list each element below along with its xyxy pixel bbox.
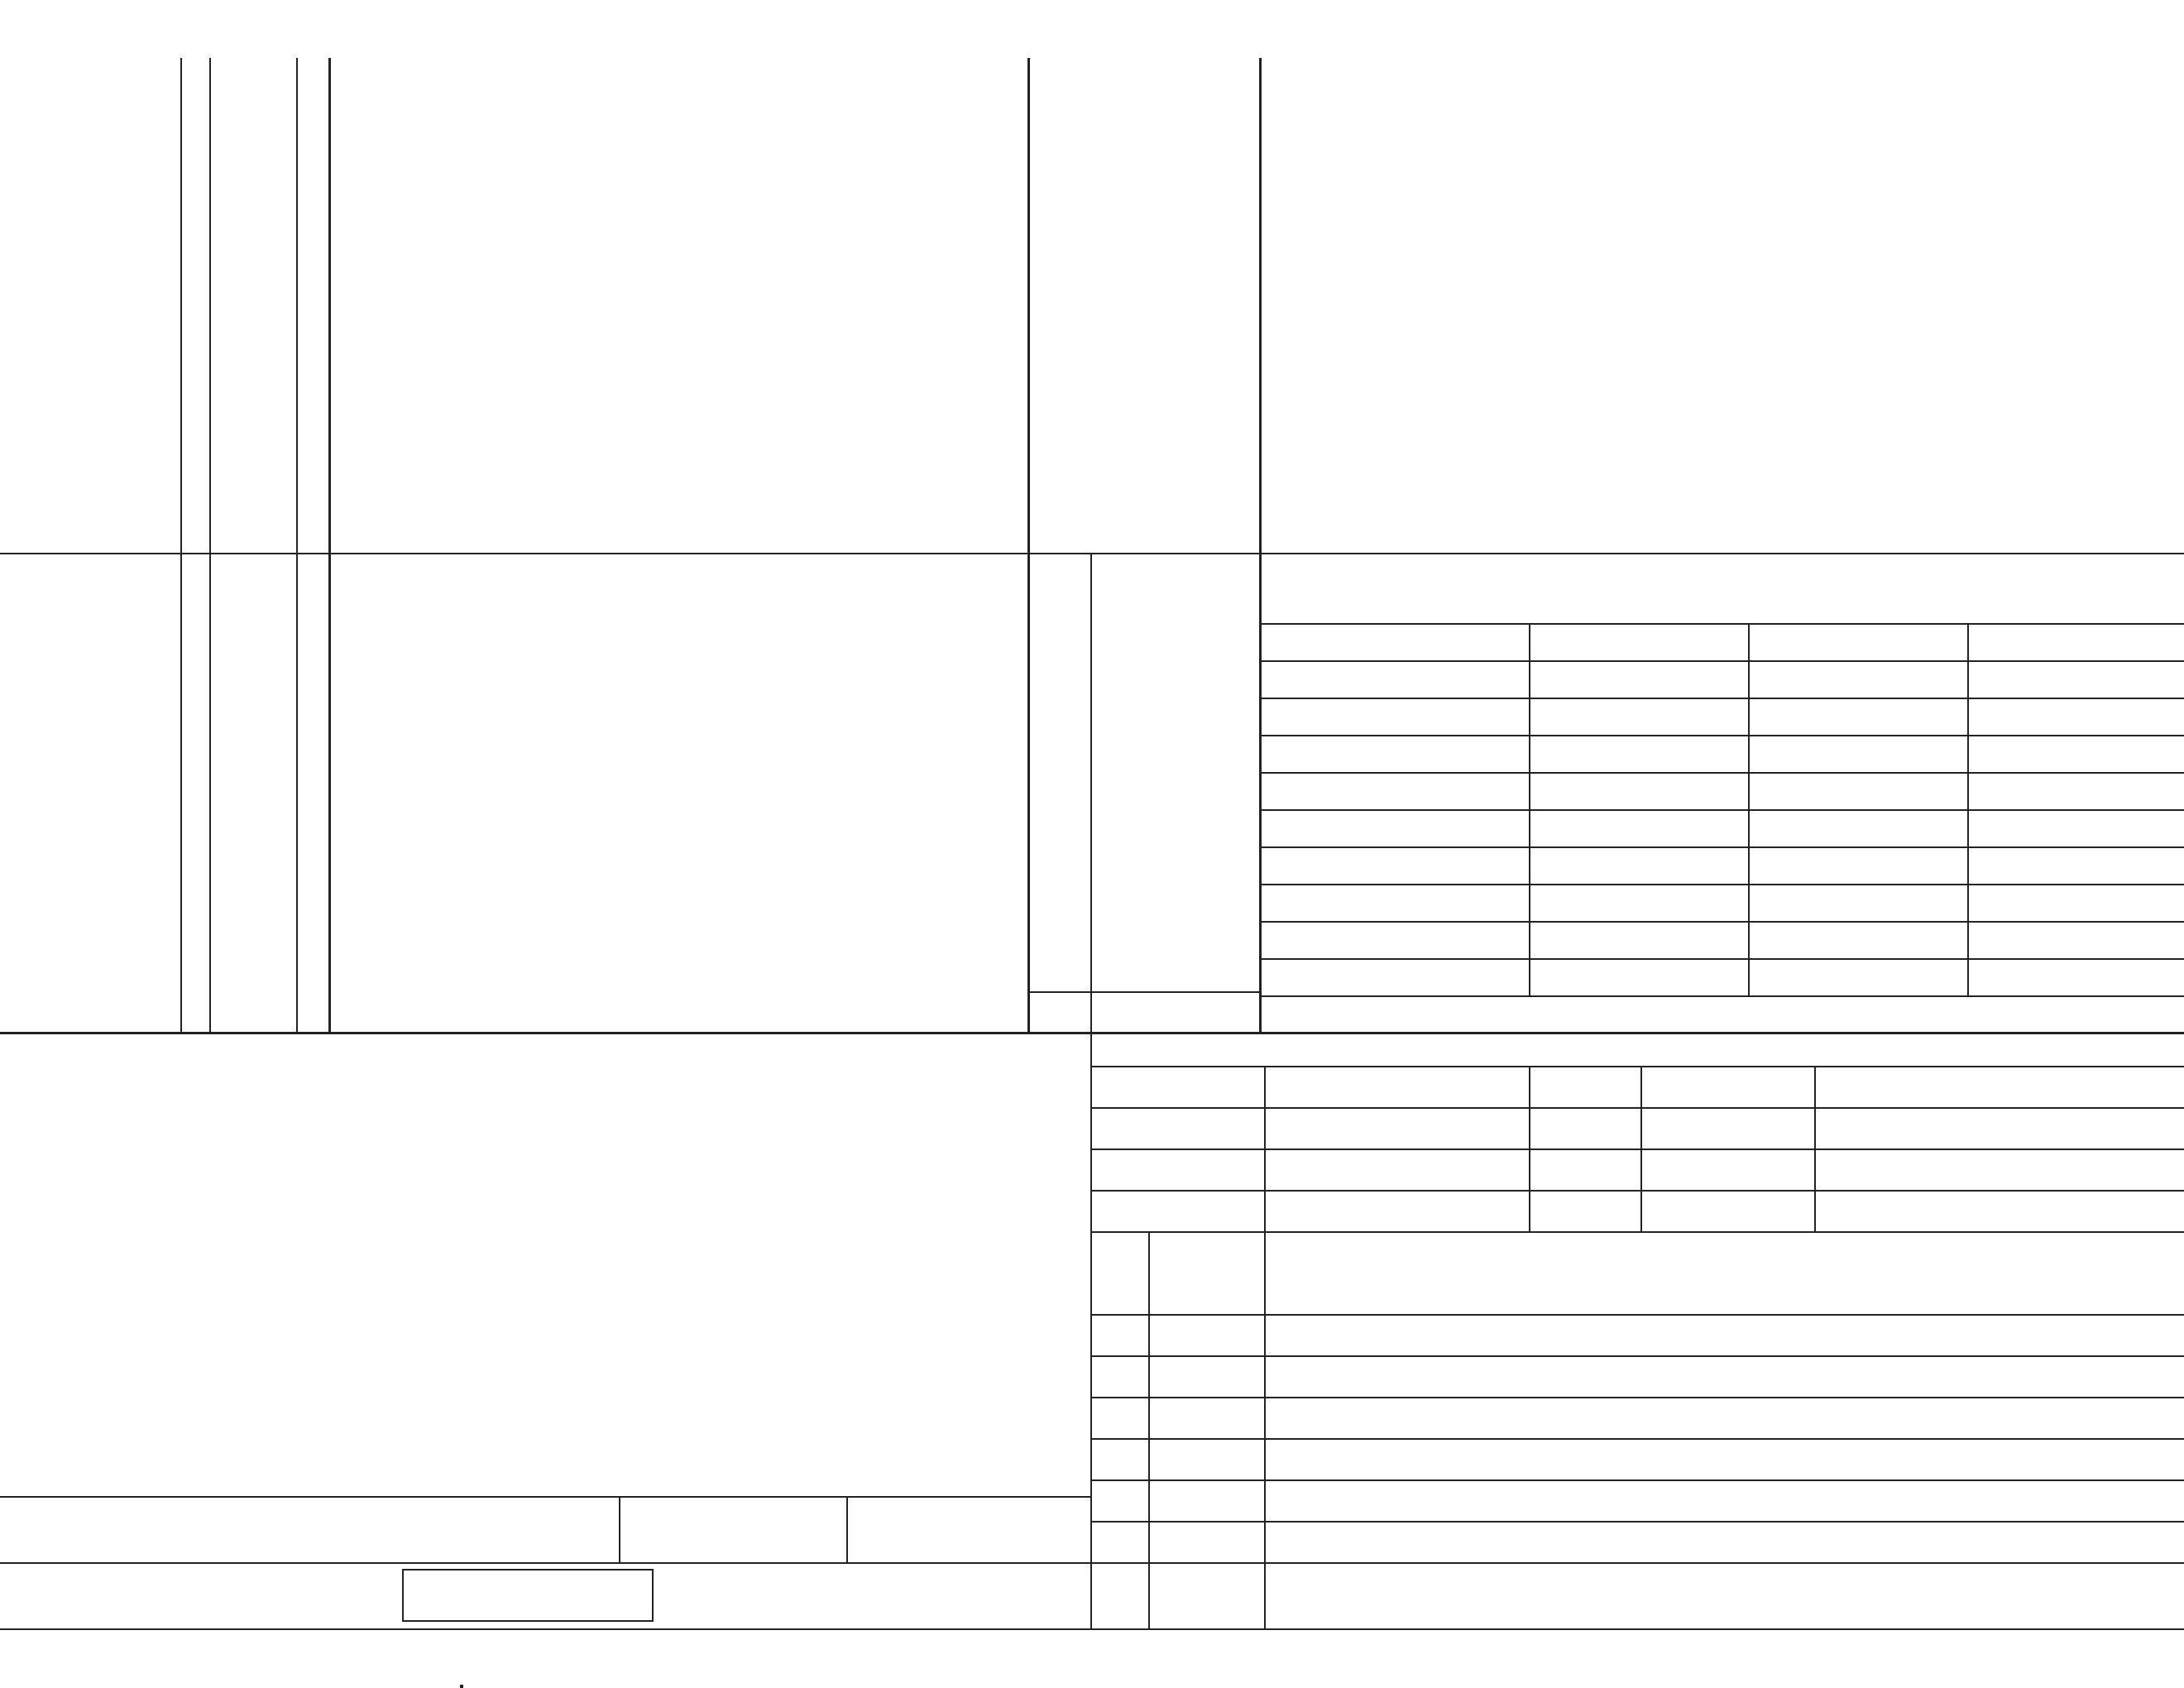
card-of-box bbox=[402, 1569, 654, 1622]
